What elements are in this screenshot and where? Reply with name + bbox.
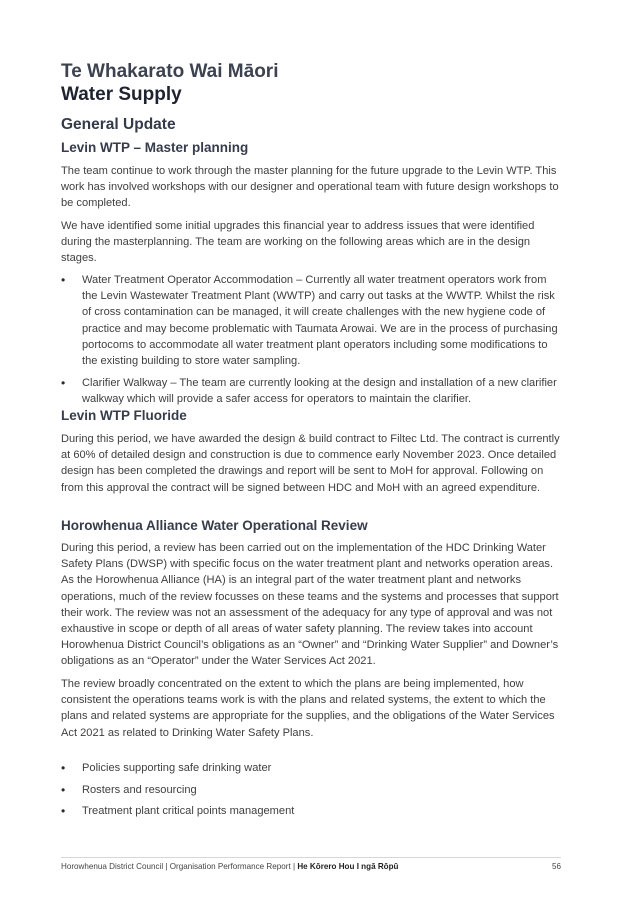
footer-bold-text: He Kōrero Hou I ngā Rōpū xyxy=(297,862,399,871)
review-focus-bullet-list xyxy=(61,760,561,825)
page-title xyxy=(61,60,278,106)
page-number: 56 xyxy=(551,862,561,871)
list-item: • Rosters and resourcing xyxy=(61,782,561,798)
title-maori: Te Whakarato Wai Māori xyxy=(61,61,279,82)
list-item: • Water Treatment Operator Accommodation – Currently all water treatment operators work from the Levin Wastewater Treatment Plant (WWTP) and carry out tasks at the WWTP. Whilst the risk of cross contamination can be managed, it will create challenges with the new hygiene code of practice and may become problematic with Taumata Arowai. We are in the process of purchasing portocoms to accommodate all water treatment plant operators including some modifications to the existing building to store water sampling. xyxy=(61,272,561,369)
general-update-heading: General Update xyxy=(61,116,176,133)
master-planning-heading: Levin WTP – Master planning xyxy=(61,140,249,155)
operational-review-paragraph-2: The review broadly concentrated on the extent to which the plans are being implemented, how consistent the operations teams work is with the plans and related systems, the extent to which the plans and related systems are appropriate for the supplies, and the obligations of the Water Services Act 2021 as related to Drinking Water Safety Plans. xyxy=(61,678,555,739)
document-page xyxy=(61,0,561,901)
master-planning-paragraph-2: We have identified some initial upgrades this financial year to address issues that were identified during the masterplanning. The team are working on the following areas which are in the design stages. xyxy=(61,220,535,265)
footer-divider xyxy=(61,857,561,858)
list-item: • Treatment plant critical points management xyxy=(61,803,561,819)
fluoride-heading: Levin WTP Fluoride xyxy=(61,408,187,423)
title-english: Water Supply xyxy=(61,84,182,105)
master-planning-paragraph-1: The team continue to work through the master planning for the future upgrade to the Levin WTP. This work has involved workshops with our designer and operational team with future design workshops to be completed. xyxy=(61,165,559,210)
page-footer xyxy=(61,861,561,872)
list-item: • Clarifier Walkway – The team are currently looking at the design and installation of a new clarifier walkway which will provide a safer access for operators to maintain the clarifier. xyxy=(61,375,561,407)
operational-review-heading: Horowhenua Alliance Water Operational Review xyxy=(61,518,368,533)
footer-text: Horowhenua District Council | Organisation Performance Report | xyxy=(61,862,298,871)
fluoride-paragraph: During this period, we have awarded the design & build contract to Filtec Ltd. The contract is currently at 60% of detailed design and construction is due to commence early November 2023. Once detailed design has been completed the drawings and report will be sent to MoH for approval. Following on from this approval the contract will be signed between HDC and MoH with an agreed expenditure. xyxy=(61,433,560,494)
list-item: • Policies supporting safe drinking water xyxy=(61,760,561,776)
operational-review-paragraph-1: During this period, a review has been carried out on the implementation of the HDC Drinking Water Safety Plans (DWSP) with specific focus on the water treatment plant and networks operation areas. As the Horowhenua Alliance (HA) is an integral part of the water treatment plant and networks operations, much of the review focusses on these teams and the systems and processes that support their work. The review was not an assessment of the adequacy for any type of approval and was not exhaustive in scope or depth of all areas of water safety planning. The review takes into account Horowhenua District Council’s obligations as an “Owner” and “Drinking Water Supplier” and Downer’s obligations as an “Operator” under the Water Services Act 2021. xyxy=(61,542,559,668)
master-planning-bullet-list xyxy=(61,272,561,414)
